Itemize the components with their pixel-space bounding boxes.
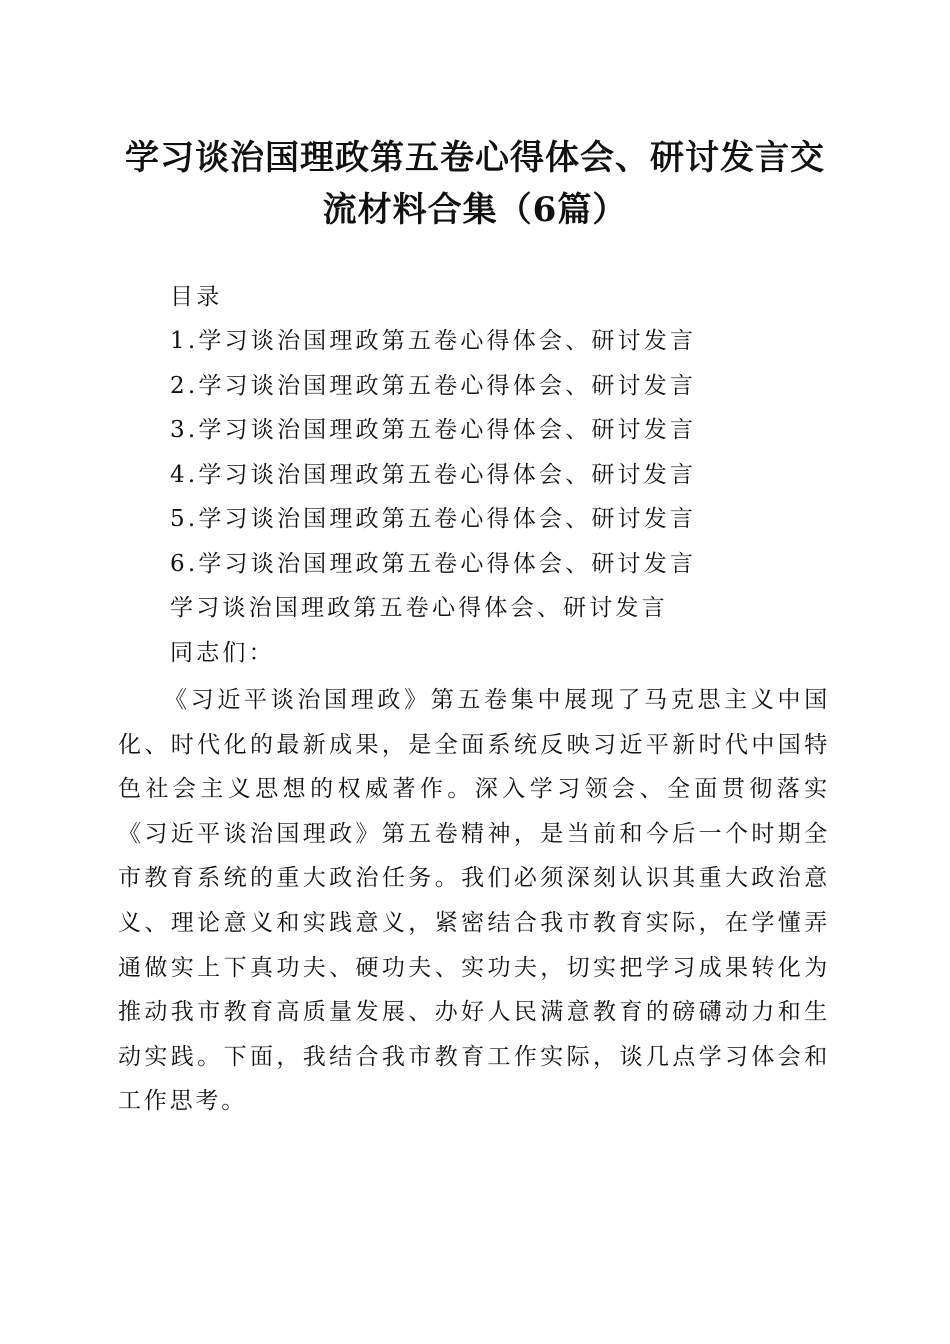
salutation: 同志们： [170, 640, 275, 666]
toc-item-6[interactable]: 6.学习谈治国理政第五卷心得体会、研讨发言 [170, 551, 697, 577]
toc-item-5[interactable]: 5.学习谈治国理政第五卷心得体会、研讨发言 [170, 506, 697, 532]
toc-item-3[interactable]: 3.学习谈治国理政第五卷心得体会、研讨发言 [170, 417, 697, 443]
toc-item-4[interactable]: 4.学习谈治国理政第五卷心得体会、研讨发言 [170, 462, 697, 488]
title-line-2: 流材料合集（6篇） [322, 190, 628, 230]
body-paragraph: 《习近平谈治国理政》第五卷集中展现了马克思主义中国化、时代化的最新成果，是全面系统反映习近平新时代中国特色社会主义思想的权威著作。深入学习领会、全面贯彻落实《习近平谈治国理政》第五卷精神，是当前和今后一个时期全市教育系统的重大政治任务。我们必须深刻认识其重大政治意义、理论意义和实践意义，紧密结合我市教育实际，在学懂弄通做实上下真功夫、硬功夫、实功夫，切实把学习成果转化为推动我市教育高质量发展、办好人民满意教育的磅礴动力和生动实践。下面，我结合我市教育工作实际，谈几点学习体会和工作思考。 [118, 687, 830, 1115]
toc-item-1[interactable]: 1.学习谈治国理政第五卷心得体会、研讨发言 [170, 328, 697, 354]
toc-item-2[interactable]: 2.学习谈治国理政第五卷心得体会、研讨发言 [170, 373, 697, 399]
title-line-1: 学习谈治国理政第五卷心得体会、研讨发言交 [125, 138, 825, 178]
toc-heading: 目录 [170, 284, 223, 310]
section-title: 学习谈治国理政第五卷心得体会、研讨发言 [170, 595, 668, 621]
document-title [90, 132, 860, 236]
